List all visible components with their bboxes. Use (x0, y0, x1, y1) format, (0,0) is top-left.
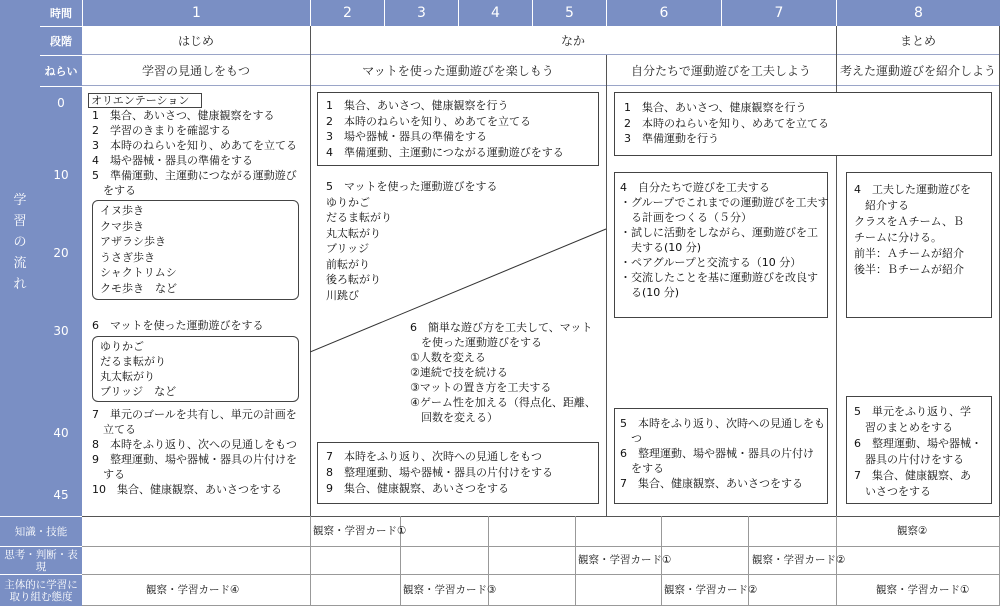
tick-20: 20 (53, 246, 69, 260)
list-item: シャクトリムシ (100, 266, 177, 279)
session-6: 6 (606, 0, 721, 26)
step: 夫する(10 分) (620, 241, 702, 254)
col4-mid-steps (854, 182, 971, 278)
step: 6 整理運動、場や器械・器具の片付け (620, 447, 814, 460)
step: 3 準備運動を行う (624, 132, 719, 145)
list-item: うさぎ歩き (100, 250, 155, 264)
time-label: 時間 (40, 0, 82, 26)
step: 1 集合、あいさつ、健康観察をする (92, 109, 275, 122)
step: 9 集合、健康観察、あいさつをする (326, 482, 509, 495)
flow-label-char: れ (13, 277, 27, 292)
col1-steps-a (92, 108, 297, 198)
session-1: 1 (82, 0, 310, 26)
step: 6 簡単な遊び方を工夫して、マット (410, 321, 593, 334)
step: ・ペアグループと交流する（10 分） (620, 256, 802, 269)
step: いさつをする (854, 485, 931, 498)
list-item: 後ろ転がり (326, 273, 381, 286)
step: 1 集合、あいさつ、健康観察を行う (326, 99, 509, 112)
col2-bottom-steps (326, 449, 553, 497)
step: 9 整理運動、場や器械・器具の片付けを (92, 453, 297, 466)
step: チームに分ける。 (854, 231, 942, 244)
step: 2 学習のきまりを確認する (92, 124, 231, 137)
session-7: 7 (721, 0, 836, 26)
list-item: だるま転がり (100, 355, 166, 368)
step: 2 本時のねらいを知り、めあてを立てる (624, 116, 829, 130)
step: 5 本時をふり返り、次時への見通しをも (620, 417, 825, 430)
list-item: アザラシ歩き (100, 235, 166, 248)
divider (82, 516, 1000, 517)
eval-attitude-s6: 観察・学習カード② (664, 584, 758, 596)
step: 3 場や器械・器具の準備をする (326, 130, 487, 143)
step: ・試しに活動をしながら、運動遊びを工 (620, 226, 818, 239)
tick-30: 30 (53, 324, 69, 338)
list-item: クマ歩き (100, 219, 144, 233)
list-item: ③マットの置き方を工夫する (410, 381, 552, 394)
step: 4 自分たちで遊びを工夫する (620, 181, 770, 194)
step: 3 本時のねらいを知り、めあてを立てる (92, 139, 297, 152)
stage-label: 段階 (40, 26, 82, 55)
step: 10 集合、健康観察、あいさつをする (92, 483, 282, 496)
session-5: 5 (532, 0, 606, 26)
step: 前半：Ａチームが紹介 (854, 247, 964, 260)
col4-bottom-steps (854, 404, 982, 500)
col1-steps-b (92, 407, 297, 497)
eval-attitude-label: 主体的に学習に 取り組む態度 (0, 574, 82, 606)
step: 4 準備運動、主運動につながる運動遊びをする (326, 145, 564, 159)
tick-10: 10 (53, 168, 69, 182)
step: ・交流したことを基に運動遊びを改良す (620, 271, 818, 284)
list-item: 回数を変える） (410, 411, 498, 424)
list-item: 丸太転がり (326, 226, 381, 240)
step: をする (620, 462, 664, 475)
eval-thinking-s7: 観察・学習カード② (752, 554, 846, 566)
list-item: 川跳び (326, 288, 359, 302)
time-axis (40, 86, 82, 516)
session-4: 4 (458, 0, 532, 26)
step: する (92, 468, 125, 481)
step: 4 工夫した運動遊びを (854, 183, 971, 196)
step: をする (92, 184, 136, 197)
step: 器具の片付けをする (854, 453, 964, 466)
list-item: ④ゲーム性を加える（得点化、距離、 (410, 396, 596, 409)
list-item: ゆりかご (100, 340, 144, 353)
flow-label-char: 流 (13, 256, 27, 271)
step: 7 集合、健康観察、あ (854, 469, 971, 482)
list-item: ②連続で技を続ける (410, 366, 508, 379)
eval-attitude-s8: 観察・学習カード① (876, 584, 970, 596)
divider (310, 516, 311, 606)
flow-label-char: 学 (13, 193, 27, 208)
step: 5 単元をふり返り、学 (854, 405, 971, 418)
divider (82, 546, 1000, 547)
col3-top-steps (624, 100, 829, 147)
eval-thinking-s5: 観察・学習カード① (578, 554, 672, 566)
step: 後半：Ｂチームが紹介 (854, 263, 964, 276)
flow-label (0, 190, 40, 295)
mat-moves-list (100, 339, 176, 399)
list-item: ブリッジ など (100, 385, 177, 398)
tick-45: 45 (53, 488, 69, 502)
step: を使った運動遊びをする (410, 336, 542, 349)
list-item: イヌ歩き (100, 204, 144, 217)
divider (82, 574, 1000, 575)
list-item: 丸太転がり (100, 370, 155, 383)
aim-2: マットを使った運動遊びを楽しもう (310, 55, 606, 86)
stage-middle: なか (310, 26, 836, 55)
col1-step6: 6 マットを使った運動遊びをする (92, 319, 264, 332)
eval-attitude-s3: 観察・学習カード③ (403, 584, 497, 596)
list-item: ブリッジ (326, 242, 370, 255)
flow-label-char: 習 (13, 214, 27, 229)
list-item: ①人数を変える (410, 351, 486, 364)
flow-label-char: の (13, 235, 27, 250)
eval-attitude-s1: 観察・学習カード④ (146, 584, 240, 596)
stage-start: はじめ (82, 26, 310, 55)
session-8: 8 (836, 0, 1000, 26)
step: 紹介する (854, 199, 909, 212)
session-3: 3 (384, 0, 458, 26)
step: 8 本時をふり返り、次への見通しをもつ (92, 438, 297, 451)
step: 1 集合、あいさつ、健康観察を行う (624, 101, 807, 114)
step: 8 整理運動、場や器械・器具の片付けをする (326, 466, 553, 479)
eval-knowledge-s8: 観察② (897, 525, 928, 537)
animal-walks-list (100, 203, 177, 296)
aim-4: 考えた運動遊びを紹介しよう (836, 55, 1000, 86)
step: 立てる (92, 423, 136, 436)
step: 7 集合、健康観察、あいさつをする (620, 477, 803, 490)
col2-top-steps (326, 98, 564, 160)
step: る計画をつくる（５分） (620, 211, 752, 224)
aim-3: 自分たちで運動遊びを工夫しよう (606, 55, 836, 86)
step: 6 整理運動、場や器械・ (854, 437, 982, 450)
col3-bottom-steps (620, 416, 825, 491)
step: 習のまとめをする (854, 421, 953, 434)
divider (575, 516, 576, 606)
list-item: ゆりかご (326, 195, 370, 209)
step: 2 本時のねらいを知り、めあてを立てる (326, 114, 531, 128)
aim-1: 学習の見通しをもつ (82, 55, 310, 86)
aim-label: ねらい (40, 55, 82, 86)
list-item: だるま転がり (326, 211, 392, 224)
step: 7 本時をふり返り、次時への見通しをもつ (326, 450, 542, 463)
session-2: 2 (310, 0, 384, 26)
eval-thinking-label: 思考・判断・表現 (0, 546, 82, 574)
orientation-title: オリエンテーション (91, 94, 190, 107)
tick-0: 0 (57, 96, 65, 110)
list-item: クモ歩き など (100, 281, 177, 295)
list-item: 前転がり (326, 257, 370, 271)
step: クラスをＡチーム、Ｂ (854, 215, 964, 228)
step: 4 場や器械・器具の準備をする (92, 154, 253, 167)
eval-knowledge-s2: 観察・学習カード① (313, 525, 407, 537)
step: 7 単元のゴールを共有し、単元の計画を (92, 408, 297, 421)
tick-40: 40 (53, 426, 69, 440)
step: 5 準備運動、主運動につながる運動遊び (92, 169, 297, 182)
step: る(10 分) (620, 286, 680, 299)
stage-end: まとめ (836, 26, 1000, 55)
col2-mid-right (410, 320, 596, 425)
step: ・グループでこれまでの運動遊びを工夫す (620, 196, 829, 209)
eval-knowledge-label: 知識・技能 (0, 516, 82, 546)
step: つ (620, 432, 642, 445)
col3-mid-steps (620, 180, 828, 300)
step: 5 マットを使った運動遊びをする (326, 180, 498, 193)
